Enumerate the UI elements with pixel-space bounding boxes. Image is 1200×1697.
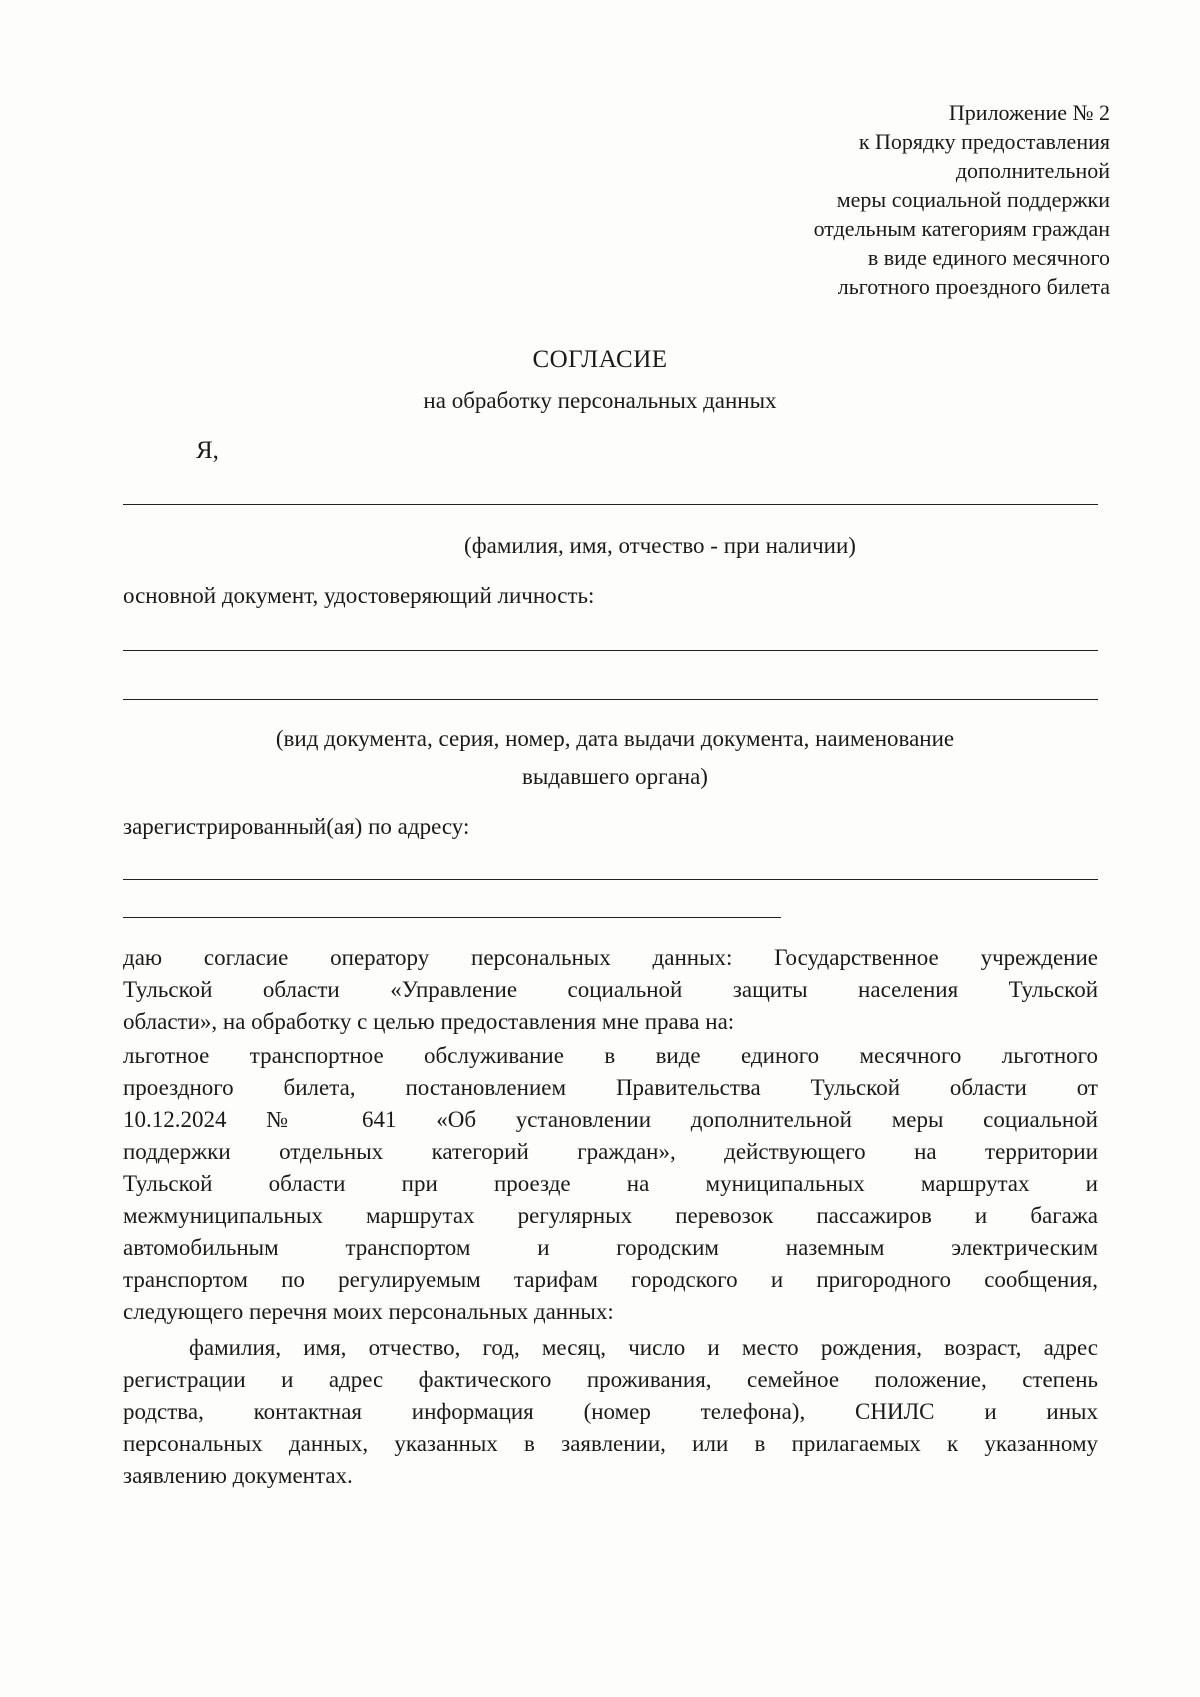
consent-paragraph-data-list — [123, 1332, 1098, 1492]
appendix-line: Приложение № 2 — [948, 100, 1110, 125]
consent-paragraph-operator — [123, 942, 1098, 1038]
appendix-line: отдельным категориям граждан — [813, 216, 1110, 241]
address-fill-line-1[interactable] — [123, 879, 1098, 880]
address-label: зарегистрированный(ая) по адресу: — [123, 814, 470, 839]
appendix-line: льготного проездного билета — [837, 274, 1110, 299]
text-line: проездного билета, постановлением Правительства Тульской области от — [123, 1075, 1098, 1100]
address-fill-line-2[interactable] — [123, 917, 781, 918]
document-fill-line-2[interactable] — [123, 699, 1098, 700]
text-line: фамилия, имя, отчество, год, месяц, число и место рождения, возраст, адрес — [189, 1335, 1098, 1360]
text-line: родства, контактная информация (номер телефона), СНИЛС и иных — [123, 1399, 1098, 1424]
text-line: транспортом по регулируемым тарифам городского и пригородного сообщения, — [123, 1267, 1098, 1292]
text-line: области», на обработку с целью предоставления мне права на: — [123, 1009, 735, 1034]
document-caption-line-2: выдавшего органа) — [522, 764, 708, 789]
text-line: даю согласие оператору персональных данных: Государственное учреждение — [123, 945, 1098, 970]
appendix-line: в виде единого месячного — [867, 245, 1110, 270]
text-line: поддержки отдельных категорий граждан», действующего на территории — [123, 1139, 1098, 1164]
document-title: СОГЛАСИЕ — [532, 346, 668, 373]
document-label: основной документ, удостоверяющий личность: — [123, 583, 595, 608]
declarant-pronoun: Я, — [196, 437, 219, 464]
appendix-line: дополнительной — [955, 158, 1110, 183]
text-line: льготное транспортное обслуживание в виде единого месячного льготного — [123, 1043, 1098, 1068]
fio-caption: (фамилия, имя, отчество - при наличии) — [464, 533, 856, 558]
text-line: автомобильным транспортом и городским наземным электрическим — [123, 1235, 1098, 1260]
appendix-line: меры социальной поддержки — [836, 187, 1110, 212]
text-line: 10.12.2024 № 641 «Об установлении дополнительной меры социальной — [123, 1107, 1098, 1132]
consent-paragraph-purpose — [123, 1040, 1098, 1328]
text-line: Тульской области при проезде на муниципальных маршрутах и — [123, 1171, 1098, 1196]
document-caption-line-1: (вид документа, серия, номер, дата выдачи документа, наименование — [275, 726, 955, 751]
text-line: заявлению документах. — [123, 1463, 353, 1488]
fio-fill-line[interactable] — [123, 504, 1098, 505]
appendix-line: к Порядку предоставления — [858, 129, 1110, 154]
document-subtitle: на обработку персональных данных — [423, 388, 777, 413]
text-line: межмуниципальных маршрутах регулярных перевозок пассажиров и багажа — [123, 1203, 1098, 1228]
text-line: персональных данных, указанных в заявлении, или в прилагаемых к указанному — [123, 1431, 1098, 1456]
text-line: Тульской области «Управление социальной защиты населения Тульской — [123, 977, 1098, 1002]
text-line: регистрации и адрес фактического проживания, семейное положение, степень — [123, 1367, 1098, 1392]
text-line: следующего перечня моих персональных данных: — [123, 1299, 614, 1324]
document-fill-line-1[interactable] — [123, 650, 1098, 651]
appendix-header — [690, 98, 1110, 301]
